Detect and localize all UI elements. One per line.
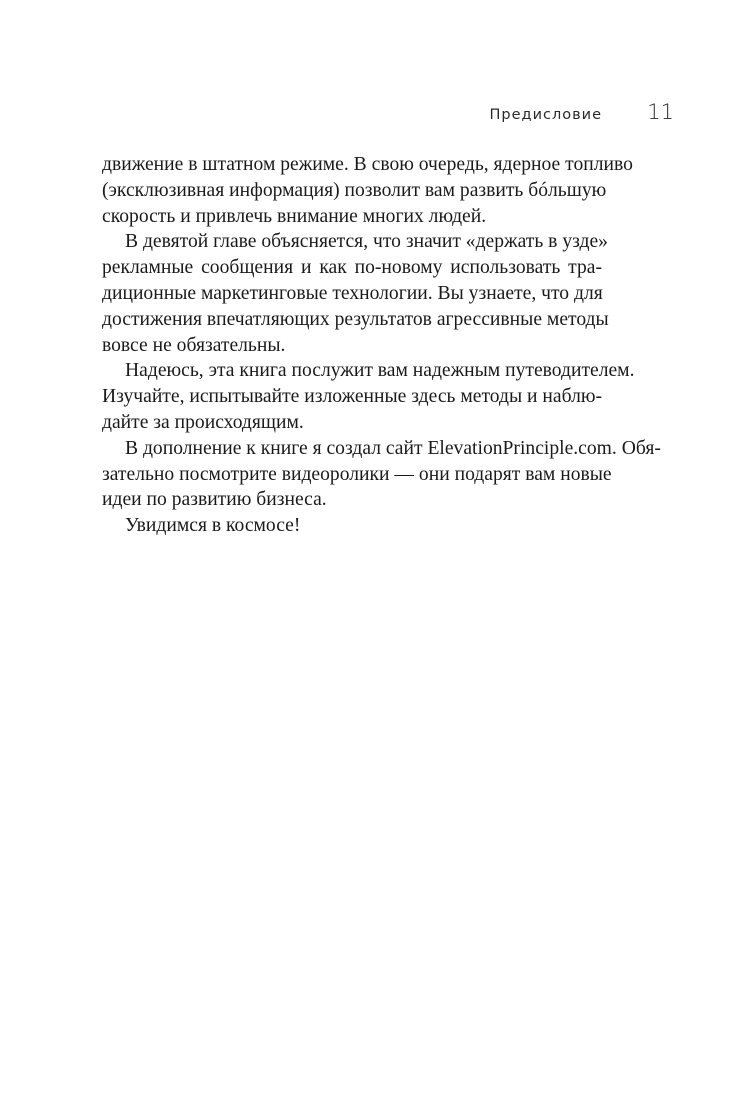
text-line: зательно посмотрите видеоролики — они подарят вам новые bbox=[102, 463, 612, 485]
text-line: (эксклюзивная информация) позволит вам развить бóльшую bbox=[102, 179, 607, 201]
text-line: Изучайте, испытывайте изложенные здесь методы и наблю- bbox=[102, 386, 603, 408]
text-line: Увидимся в космосе! bbox=[125, 515, 301, 537]
text-line: скорость и привлечь внимание многих людей. bbox=[102, 205, 487, 227]
text-line: дайте за происходящим. bbox=[102, 411, 304, 433]
text-line: диционные маркетинговые технологии. Вы узнаете, что для bbox=[102, 282, 603, 304]
page-number: 11 bbox=[647, 100, 674, 124]
body-text bbox=[102, 152, 661, 539]
text-line: В дополнение к книге я создал сайт ElevationPrinciple.com. Обя- bbox=[125, 437, 661, 459]
text-line: Надеюсь, эта книга послужит вам надежным путеводителем. bbox=[125, 360, 635, 382]
text-line: вовсе не обязательны. bbox=[102, 334, 286, 356]
text-line: В девятой главе объясняется, что значит «держать в узде» bbox=[125, 231, 608, 253]
text-line: достижения впечатляющих результатов агрессивные методы bbox=[102, 308, 609, 330]
text-line: идеи по развитию бизнеса. bbox=[102, 489, 327, 511]
text-line: рекламные сообщения и как по-новому использовать тра- bbox=[102, 257, 602, 279]
text-line: движение в штатном режиме. В свою очередь, ядерное топливо bbox=[102, 154, 633, 175]
running-header-title: Предисловие bbox=[489, 107, 602, 123]
